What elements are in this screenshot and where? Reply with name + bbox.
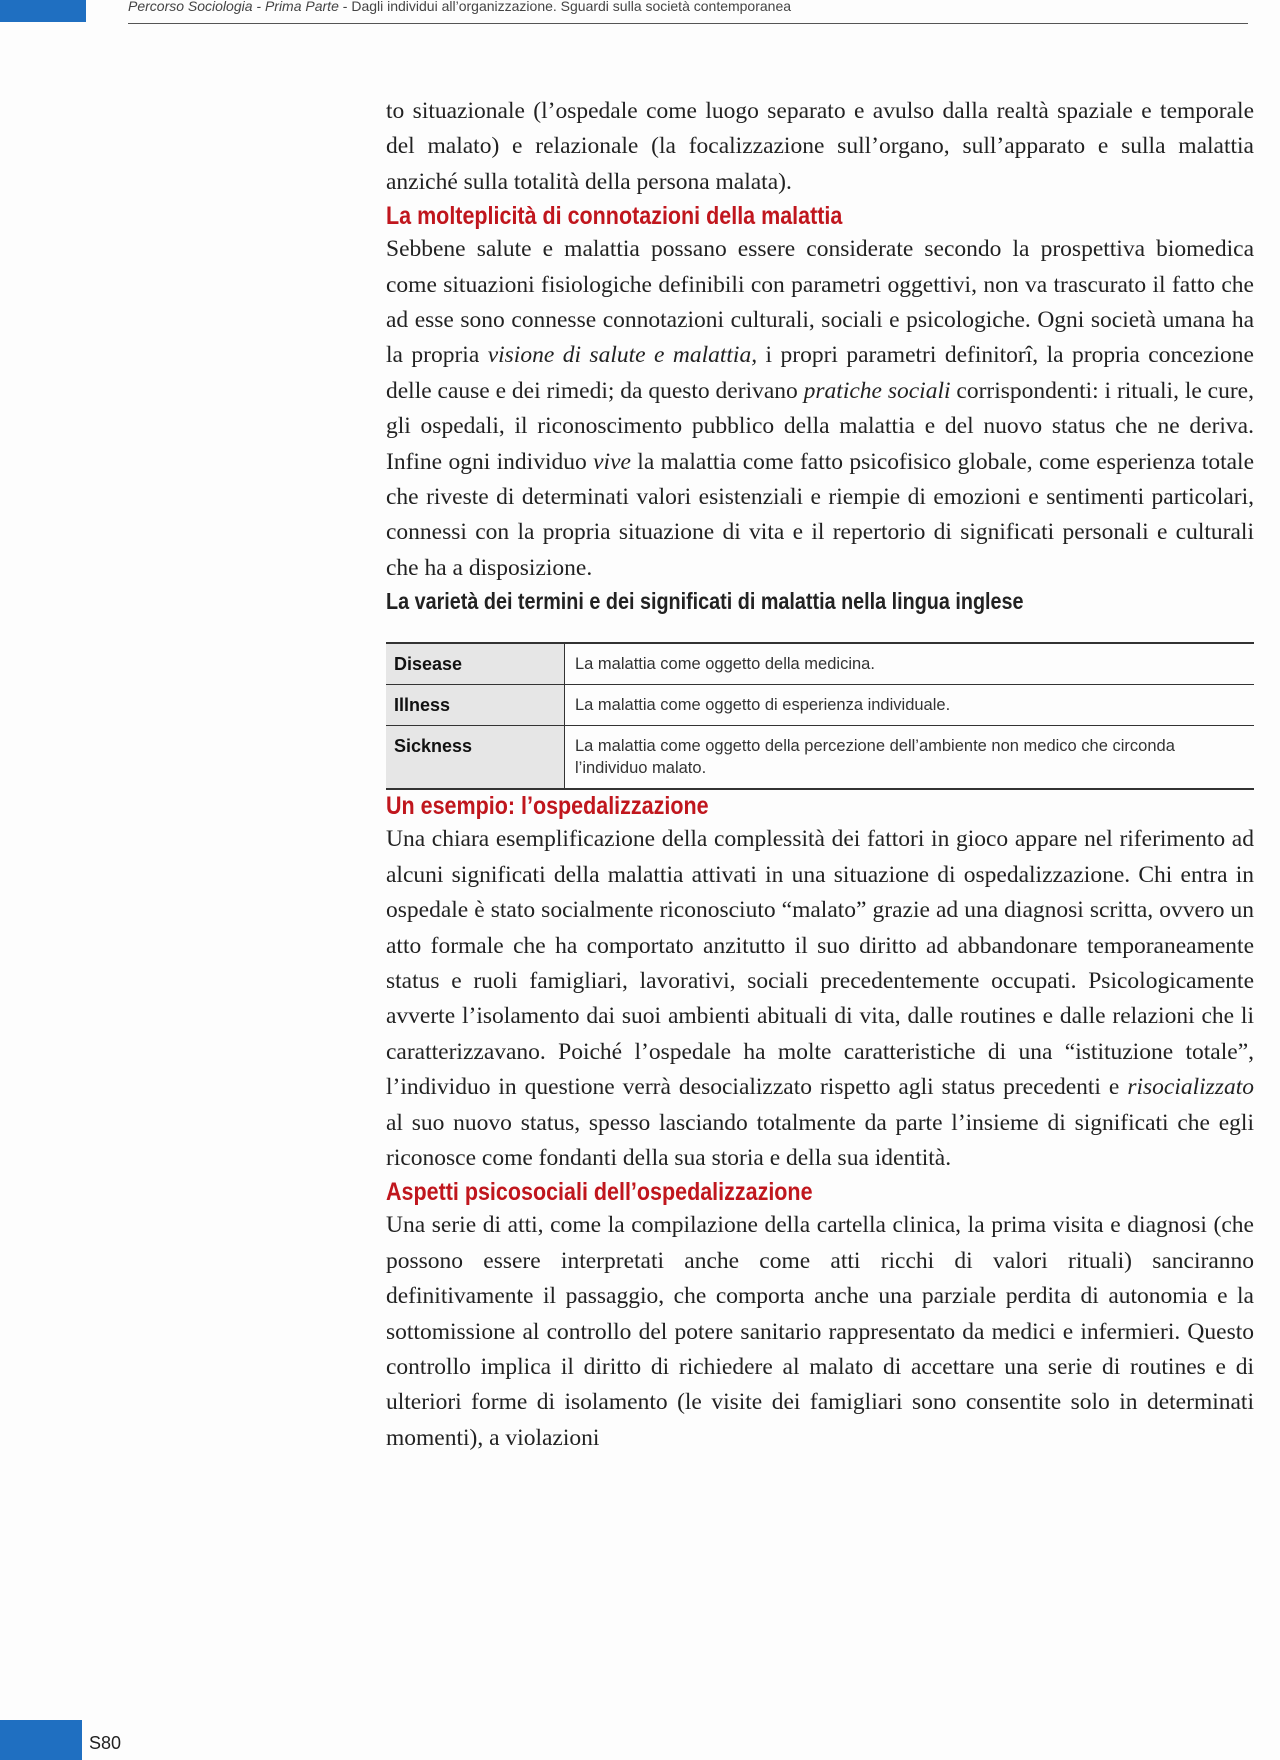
page-number: S80 <box>89 1733 122 1753</box>
table-term-disease: Disease <box>386 643 565 685</box>
running-head-separator: - <box>338 0 352 14</box>
table-definition-sickness: La malattia come oggetto della percezione dell’ambiente non medico che circonda l’individuo malato. <box>575 737 1175 778</box>
intro-paragraph: to situazionale (l’ospedale come luogo separato e avulso dalla realtà spaziale e temporale del malato) e relazionale (la focalizzazione sull’organo, sull’apparato e sulla malattia anziché sulla totalità della persona malata). <box>386 98 1254 195</box>
section-title-aspects: Aspetti psicosociali dell’ospedalizzazione <box>386 1178 813 1207</box>
running-head <box>128 0 1248 24</box>
table-row <box>386 726 1254 790</box>
corner-tab-top <box>0 0 86 22</box>
connotations-text-2: i propri parametri definitorî, la propria concezione delle cause e dei rimedi; da questo derivano <box>386 342 1254 404</box>
table-term-illness: Illness <box>386 685 565 726</box>
connotations-paragraph <box>386 232 1254 586</box>
connotations-emphasis-2: pratiche sociali <box>803 377 951 404</box>
main-column <box>386 94 1254 1456</box>
connotations-emphasis-1: visione di salute e malattia, <box>487 342 758 369</box>
example-text-1: Una chiara esemplificazione della complessità dei fattori in gioco appare nel riferimento ad alcuni significati della malattia attivati in una situazione di ospedalizzazione. Chi entra in ospedale è stato socialmente riconosciuto “malato” grazie ad una diagnosi scritta, ovvero un atto formale che ha comportato anzitutto il suo diritto ad abbandonare temporaneamente status e ruoli famigliari, lavorativi, sociali precedentemente occupati. Psicologicamente avverte l’isolamento dai suoi ambienti abituali di vita, dalle routines e dalle relazioni che li caratterizzavano. Poiché l’ospedale ha molte caratteristiche di una “istituzione totale”, l’individuo in questione verrà desocializzato rispetto agli status precedenti e <box>386 826 1254 1101</box>
table-term-sickness: Sickness <box>386 726 565 790</box>
table-definition-disease: La malattia come oggetto della medicina. <box>575 655 875 674</box>
corner-tab-bottom <box>0 1720 82 1760</box>
connotations-text-1: Sebbene salute e malattia possano essere considerate secondo la prospettiva biomedica come situazioni fisiologiche definibili con parametri oggettivi, non va trascurato il fatto che ad esse sono connesse connotazioni culturali, sociali e psicologiche. Ogni società umana ha la propria <box>386 236 1254 369</box>
example-emphasis-1: risocializzato <box>1127 1074 1254 1101</box>
connotations-text-4: la malattia come fatto psicofisico globale, come esperienza totale che riveste di determinati valori esistenziali e riempie di emozioni e sentimenti particolari, connessi con la propria situazione di vita e il repertorio di significati personali e culturali che ha a disposizione. <box>386 448 1254 581</box>
connotations-text-3: corrispondenti: i rituali, le cure, gli ospedali, il riconoscimento pubblico della malattia e del nuovo status che ne deriva. Infine ogni individuo <box>386 377 1254 475</box>
terms-table-title: La varietà dei termini e dei significati di malattia nella lingua inglese <box>386 588 1024 615</box>
table-definition-illness: La malattia come oggetto di esperienza individuale. <box>575 696 951 715</box>
terms-table <box>386 642 1254 790</box>
section-title-connotations: La molteplicità di connotazioni della malattia <box>386 202 843 231</box>
example-paragraph <box>386 822 1254 1176</box>
section-title-example: Un esempio: l’ospedalizzazione <box>386 792 709 821</box>
connotations-emphasis-3: vive <box>593 448 631 475</box>
table-row <box>386 685 1254 726</box>
example-text-2: al suo nuovo status, spesso lasciando totalmente da parte l’insieme di significati che egli riconosce come fondanti della sua storia e della sua identità. <box>386 1109 1254 1171</box>
running-head-chapter: Dagli individui all’organizzazione. Sguardi sulla società contemporanea <box>351 0 792 14</box>
running-head-series: Percorso Sociologia - Prima Parte <box>128 0 339 14</box>
table-row <box>386 643 1254 685</box>
aspects-paragraph: Una serie di atti, come la compilazione della cartella clinica, la prima visita e diagnosi (che possono essere interpretati anche come atti ricchi di valori rituali) sanciranno definitivamente il passaggio, che comporta anche una parziale perdita di autonomia e la sottomissione al controllo del potere sanitario rappresentato da medici e infermieri. Questo controllo implica il diritto di richiedere al malato di accettare una serie di routines e di ulteriori forme di isolamento (le visite dei famigliari sono consentite solo in determinati momenti), a violazioni <box>386 1212 1254 1451</box>
